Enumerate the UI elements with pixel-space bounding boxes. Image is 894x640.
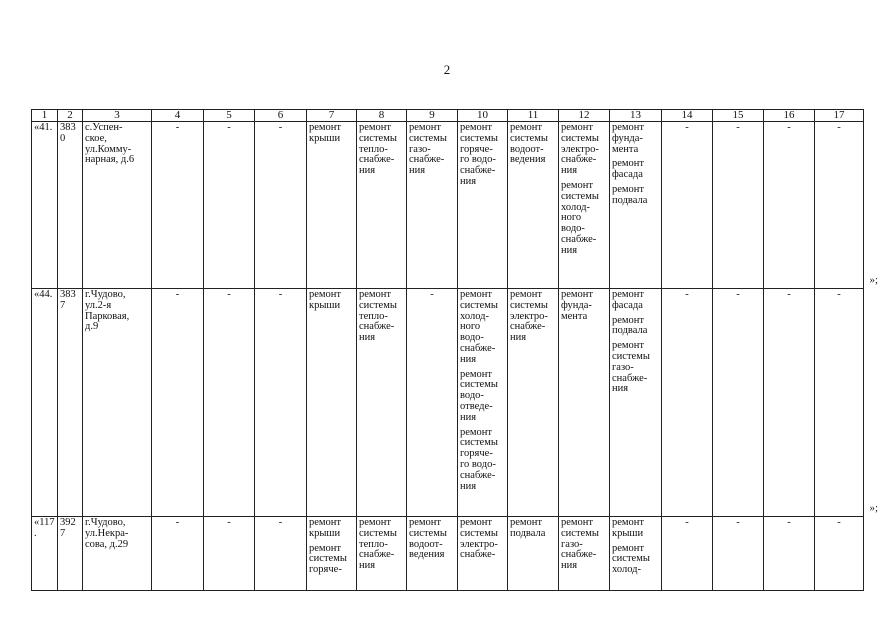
work-item: ремонт подвала — [612, 183, 648, 206]
work-item: ремонт системы водоот- ведения — [510, 122, 548, 166]
cell-col-9 — [407, 517, 458, 591]
cell-col-3: г.Чудово, ул.2-я Парковая, д.9 — [83, 289, 152, 517]
cell-col-14: - — [662, 289, 713, 517]
column-header-8: 8 — [357, 110, 407, 122]
work-item: ремонт системы холод- — [612, 542, 650, 576]
cell-col-9 — [407, 289, 458, 517]
cell-col-15: - — [713, 289, 764, 517]
cell-col-16: - — [764, 289, 815, 517]
cell-col-4: - — [152, 122, 204, 289]
work-item: ремонт крыши — [309, 517, 342, 539]
work-item: ремонт системы холод- ного водо- снабже- ния — [561, 179, 599, 256]
cell-col-13 — [610, 122, 662, 289]
cell-col-8 — [357, 122, 407, 289]
work-item: ремонт фунда- мента — [561, 289, 594, 322]
column-header-9: 9 — [407, 110, 458, 122]
cell-col-7 — [307, 517, 357, 591]
cell-col-8 — [357, 289, 407, 517]
cell-col-10 — [458, 122, 508, 289]
work-item: ремонт системы электро- снабже- ния — [561, 122, 599, 177]
column-header-17: 17 — [815, 110, 864, 122]
cell-col-8 — [357, 517, 407, 591]
work-item: - — [430, 289, 434, 300]
work-item: ремонт системы электро- снабже- ния — [510, 289, 548, 344]
cell-col-6: - — [255, 122, 307, 289]
cell-col-17: - — [815, 289, 864, 517]
cell-col-3: с.Успен- ское, ул.Комму- нарная, д.6 — [83, 122, 152, 289]
work-item: ремонт системы тепло- снабже- ния — [359, 289, 397, 344]
work-item: ремонт крыши — [309, 289, 342, 311]
work-item: ремонт фасада — [612, 289, 645, 311]
cell-col-2: 3830 — [58, 122, 83, 289]
column-header-3: 3 — [83, 110, 152, 122]
cell-col-4: - — [152, 289, 204, 517]
work-item: ремонт системы газо- снабже- ния — [561, 517, 599, 572]
cell-col-11 — [508, 122, 559, 289]
work-item: ремонт системы горяче- — [309, 542, 347, 576]
table-row — [32, 122, 864, 289]
cell-col-15: - — [713, 517, 764, 591]
work-item: ремонт системы горяче- го водо- снабже- ния — [460, 426, 498, 492]
column-header-10: 10 — [458, 110, 508, 122]
repair-schedule-table — [31, 109, 864, 591]
cell-col-17: - — [815, 122, 864, 289]
work-item: ремонт системы газо- снабже- ния — [612, 340, 650, 395]
cell-col-4: - — [152, 517, 204, 591]
cell-col-11 — [508, 289, 559, 517]
work-item: ремонт системы водоот- ведения — [409, 517, 447, 561]
cell-col-7 — [307, 289, 357, 517]
cell-col-12 — [559, 517, 610, 591]
column-header-5: 5 — [204, 110, 255, 122]
cell-col-7 — [307, 122, 357, 289]
cell-col-10 — [458, 289, 508, 517]
cell-col-10 — [458, 517, 508, 591]
page-number: 2 — [443, 62, 451, 77]
cell-col-5: - — [204, 122, 255, 289]
cell-col-3: г.Чудово, ул.Некра- сова, д.29 — [83, 517, 152, 591]
work-item: ремонт системы горяче- го водо- снабже- ния — [460, 122, 498, 187]
cell-col-13 — [610, 517, 662, 591]
cell-col-1: «44. — [32, 289, 58, 517]
work-item: ремонт подвала — [510, 517, 546, 539]
column-header-15: 15 — [713, 110, 764, 122]
cell-col-1: «41. — [32, 122, 58, 289]
cell-col-6: - — [255, 289, 307, 517]
cell-col-11 — [508, 517, 559, 591]
column-header-12: 12 — [559, 110, 610, 122]
column-header-2: 2 — [58, 110, 83, 122]
cell-col-1: «117. — [32, 517, 58, 591]
work-item: ремонт фасада — [612, 158, 645, 181]
column-header-1: 1 — [32, 110, 58, 122]
cell-col-17: - — [815, 517, 864, 591]
work-item: ремонт подвала — [612, 314, 648, 337]
cell-col-16: - — [764, 517, 815, 591]
work-item: ремонт системы газо- снабже- ния — [409, 122, 447, 177]
column-header-11: 11 — [508, 110, 559, 122]
table-row — [32, 517, 864, 591]
column-header-14: 14 — [662, 110, 713, 122]
cell-col-15: - — [713, 122, 764, 289]
work-item: ремонт фунда- мента — [612, 122, 645, 155]
column-header-6: 6 — [255, 110, 307, 122]
work-item: ремонт крыши — [309, 122, 342, 144]
work-item: ремонт системы тепло- снабже- ния — [359, 517, 397, 572]
cell-col-5: - — [204, 289, 255, 517]
table-row — [32, 289, 864, 517]
work-item: ремонт крыши — [612, 517, 645, 539]
column-header-7: 7 — [307, 110, 357, 122]
column-header-16: 16 — [764, 110, 815, 122]
cell-col-16: - — [764, 122, 815, 289]
cell-col-9 — [407, 122, 458, 289]
column-header-4: 4 — [152, 110, 204, 122]
work-item: ремонт системы тепло- снабже- ния — [359, 122, 397, 177]
cell-col-5: - — [204, 517, 255, 591]
cell-col-2: 3837 — [58, 289, 83, 517]
cell-col-12 — [559, 289, 610, 517]
cell-col-6: - — [255, 517, 307, 591]
work-item: ремонт системы холод- ного водо- снабже- ния — [460, 289, 498, 365]
row-closing-mark: »; — [869, 273, 878, 286]
cell-col-13 — [610, 289, 662, 517]
header-row — [32, 110, 864, 122]
column-header-13: 13 — [610, 110, 662, 122]
cell-col-12 — [559, 122, 610, 289]
row-closing-mark: »; — [869, 501, 878, 514]
cell-col-2: 3927 — [58, 517, 83, 591]
cell-col-14: - — [662, 517, 713, 591]
cell-col-14: - — [662, 122, 713, 289]
work-item: ремонт системы водо- отведе- ния — [460, 368, 498, 423]
work-item: ремонт системы электро- снабже- — [460, 517, 498, 561]
